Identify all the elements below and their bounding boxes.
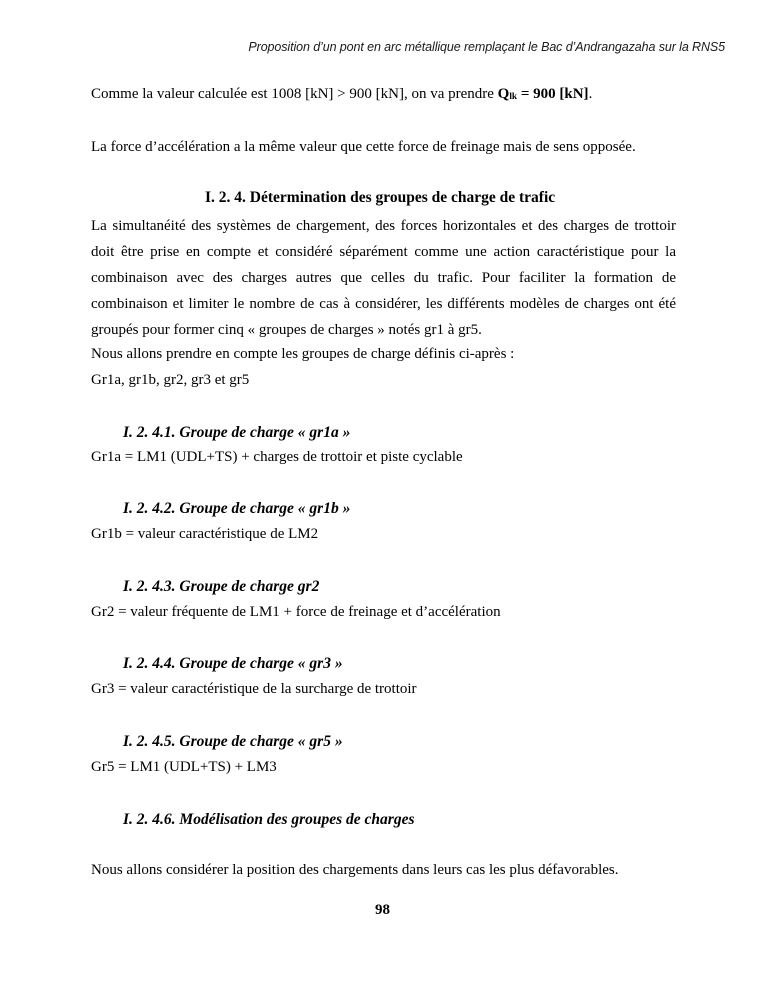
paragraph-qlk-period: . <box>588 86 593 102</box>
paragraph-qlk <box>91 83 676 107</box>
running-header-title: Proposition d’un pont en arc métallique remplaçant le Bac d’Andrangazaha sur la RNS5 <box>248 40 725 54</box>
page-number-text: 98 <box>375 902 390 918</box>
subsection-heading-gr1a <box>123 422 673 444</box>
groups-line <box>91 369 676 391</box>
final-paragraph <box>91 859 676 881</box>
subsection-body-gr1a-text: Gr1a = LM1 (UDL+TS) + charges de trottoir et piste cyclable <box>91 449 463 465</box>
intro-line <box>91 343 676 365</box>
intro-line-text: Nous allons prendre en compte les groupes de charge définis ci-après : <box>91 346 515 362</box>
subsection-heading-gr1a-text: I. 2. 4.1. Groupe de charge « gr1a » <box>123 424 351 441</box>
subsection-heading-gr2 <box>123 576 673 598</box>
qlk-value: = 900 [kN] <box>517 86 589 102</box>
paragraph-acceleration-text: La force d’accélération a la même valeur que cette force de freinage mais de sens opposée. <box>91 139 636 155</box>
section-paragraph-text: La simultanéité des systèmes de chargement, des forces horizontales et des charges de trottoir doit être prise en compte et considéré séparément comme une action caractéristique pour la combinaison avec des charges autres que celles du trafic. Pour faciliter la formation de combinaison et limiter le nombre de cas à considérer, les différents modèles de charges ont été groupés pour former cinq « groupes de charges » notés gr1 à gr5. <box>91 218 676 338</box>
subsection-heading-gr3 <box>123 653 673 675</box>
subsection-heading-gr1b-text: I. 2. 4.2. Groupe de charge « gr1b » <box>123 500 351 517</box>
section-heading-124 <box>205 187 725 209</box>
subsection-heading-modelisation-text: I. 2. 4.6. Modélisation des groupes de charges <box>123 811 415 828</box>
paragraph-qlk-text: Comme la valeur calculée est 1008 [kN] > 900 [kN], on va prendre <box>91 86 498 102</box>
groups-line-text: Gr1a, gr1b, gr2, gr3 et gr5 <box>91 372 250 388</box>
subsection-body-gr3 <box>91 678 676 700</box>
subsection-heading-gr5-text: I. 2. 4.5. Groupe de charge « gr5 » <box>123 733 343 750</box>
qlk-subscript: lk <box>509 92 518 103</box>
subsection-body-gr2-text: Gr2 = valeur fréquente de LM1 + force de freinage et d’accélération <box>91 604 501 620</box>
subsection-heading-gr1b <box>123 498 673 520</box>
subsection-heading-gr5 <box>123 731 673 753</box>
subsection-body-gr1a <box>91 446 676 468</box>
subsection-body-gr2 <box>91 601 676 623</box>
subsection-body-gr3-text: Gr3 = valeur caractéristique de la surcharge de trottoir <box>91 681 417 697</box>
subsection-heading-modelisation <box>123 809 673 831</box>
section-paragraph <box>91 213 676 343</box>
final-paragraph-text: Nous allons considérer la position des chargements dans leurs cas les plus défavorables. <box>91 862 619 878</box>
subsection-body-gr1b <box>91 523 676 545</box>
subsection-heading-gr3-text: I. 2. 4.4. Groupe de charge « gr3 » <box>123 655 343 672</box>
section-heading-124-text: I. 2. 4. Détermination des groupes de charge de trafic <box>205 189 556 206</box>
subsection-heading-gr2-text: I. 2. 4.3. Groupe de charge gr2 <box>123 578 320 595</box>
qlk-symbol: Q <box>497 86 510 102</box>
subsection-body-gr1b-text: Gr1b = valeur caractéristique de LM2 <box>91 526 319 542</box>
subsection-body-gr5 <box>91 756 676 778</box>
page-number <box>0 899 765 921</box>
paragraph-acceleration <box>91 136 676 158</box>
running-header <box>120 39 725 56</box>
subsection-body-gr5-text: Gr5 = LM1 (UDL+TS) + LM3 <box>91 759 277 775</box>
